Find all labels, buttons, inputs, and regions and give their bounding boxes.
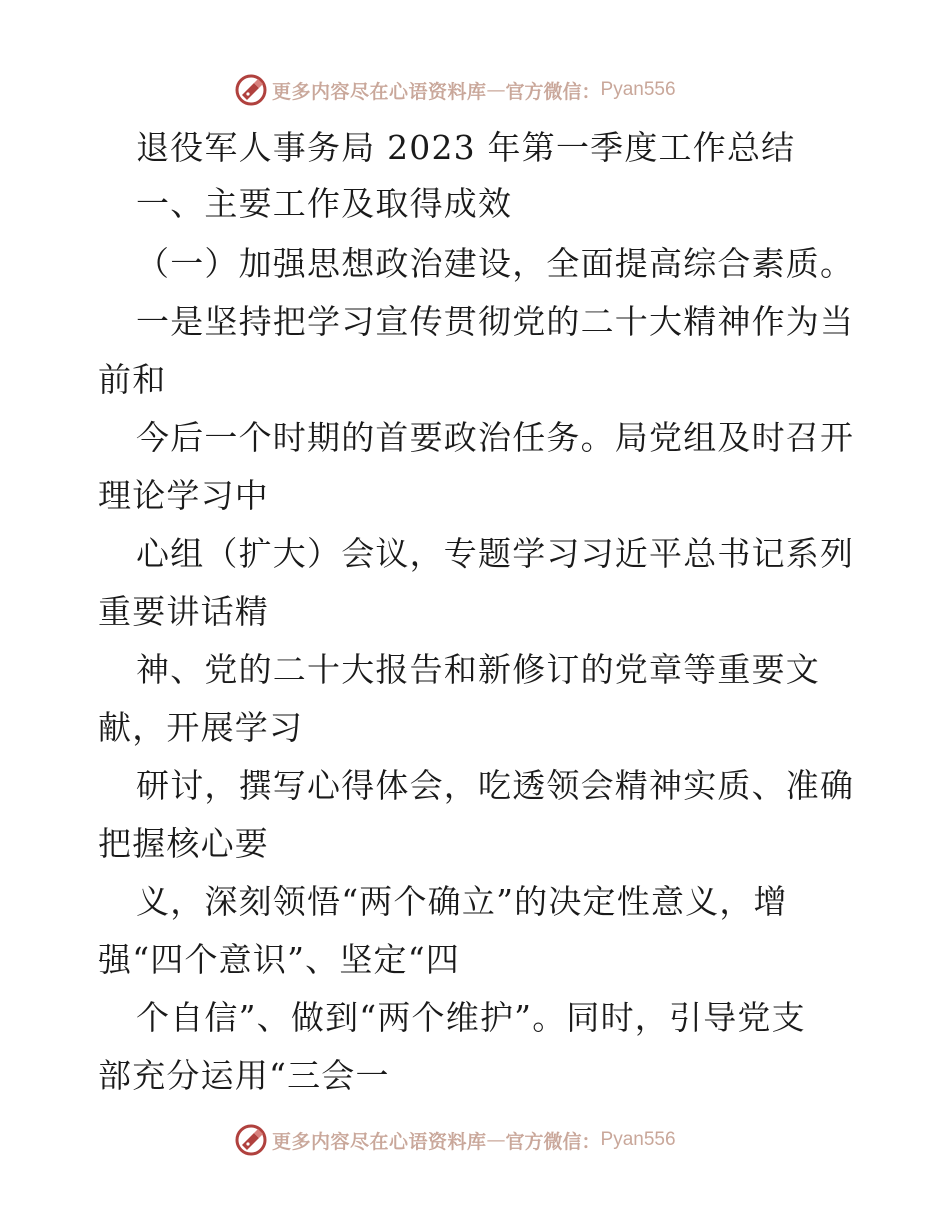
section-heading: 一、主要工作及取得成效	[136, 184, 513, 223]
footer-watermark-banner	[234, 1120, 676, 1160]
body-line: 义，深刻领悟“两个确立”的决定性意义，增	[136, 882, 788, 921]
body-line: 神、党的二十大报告和新修订的党章等重要文	[136, 650, 820, 689]
banner-text: 更多内容尽在心语资料库	[272, 1130, 487, 1153]
document-title: 退役军人事务局 2023 年第一季度工作总结	[136, 128, 796, 167]
body-line: 心组（扩大）会议，专题学习习近平总书记系列	[136, 534, 855, 573]
body-line: 前和	[98, 360, 167, 399]
banner-text: 更多内容尽在心语资料库	[272, 80, 487, 103]
banner-wechat-label: 官方微信：	[505, 1130, 601, 1153]
banner-wechat-label: 官方微信：	[505, 80, 601, 103]
body-line: 研讨，撰写心得体会，吃透领会精神实质、准确	[136, 766, 855, 805]
subsection-heading: （一）加强思想政治建设，全面提高综合素质。	[136, 244, 855, 283]
pen-nib-logo-icon	[234, 1123, 268, 1157]
body-line: 重要讲话精	[98, 592, 269, 631]
body-line: 献，开展学习	[98, 708, 304, 747]
body-line: 理论学习中	[98, 476, 269, 515]
banner-separator: —	[486, 79, 506, 101]
banner-wechat-id: Pyan556	[600, 79, 676, 100]
body-line: 强“四个意识”、坚定“四	[98, 940, 461, 979]
body-line: 个自信”、做到“两个维护”。同时，引导党支	[136, 998, 806, 1037]
body-line: 今后一个时期的首要政治任务。局党组及时召开	[136, 418, 855, 457]
banner-wechat-id: Pyan556	[600, 1129, 676, 1150]
body-line: 部充分运用“三会一	[98, 1056, 390, 1095]
header-watermark-banner	[234, 70, 676, 110]
banner-separator: —	[486, 1129, 506, 1151]
pen-nib-logo-icon	[234, 73, 268, 107]
body-line: 把握核心要	[98, 824, 269, 863]
body-line: 一是坚持把学习宣传贯彻党的二十大精神作为当	[136, 302, 855, 341]
